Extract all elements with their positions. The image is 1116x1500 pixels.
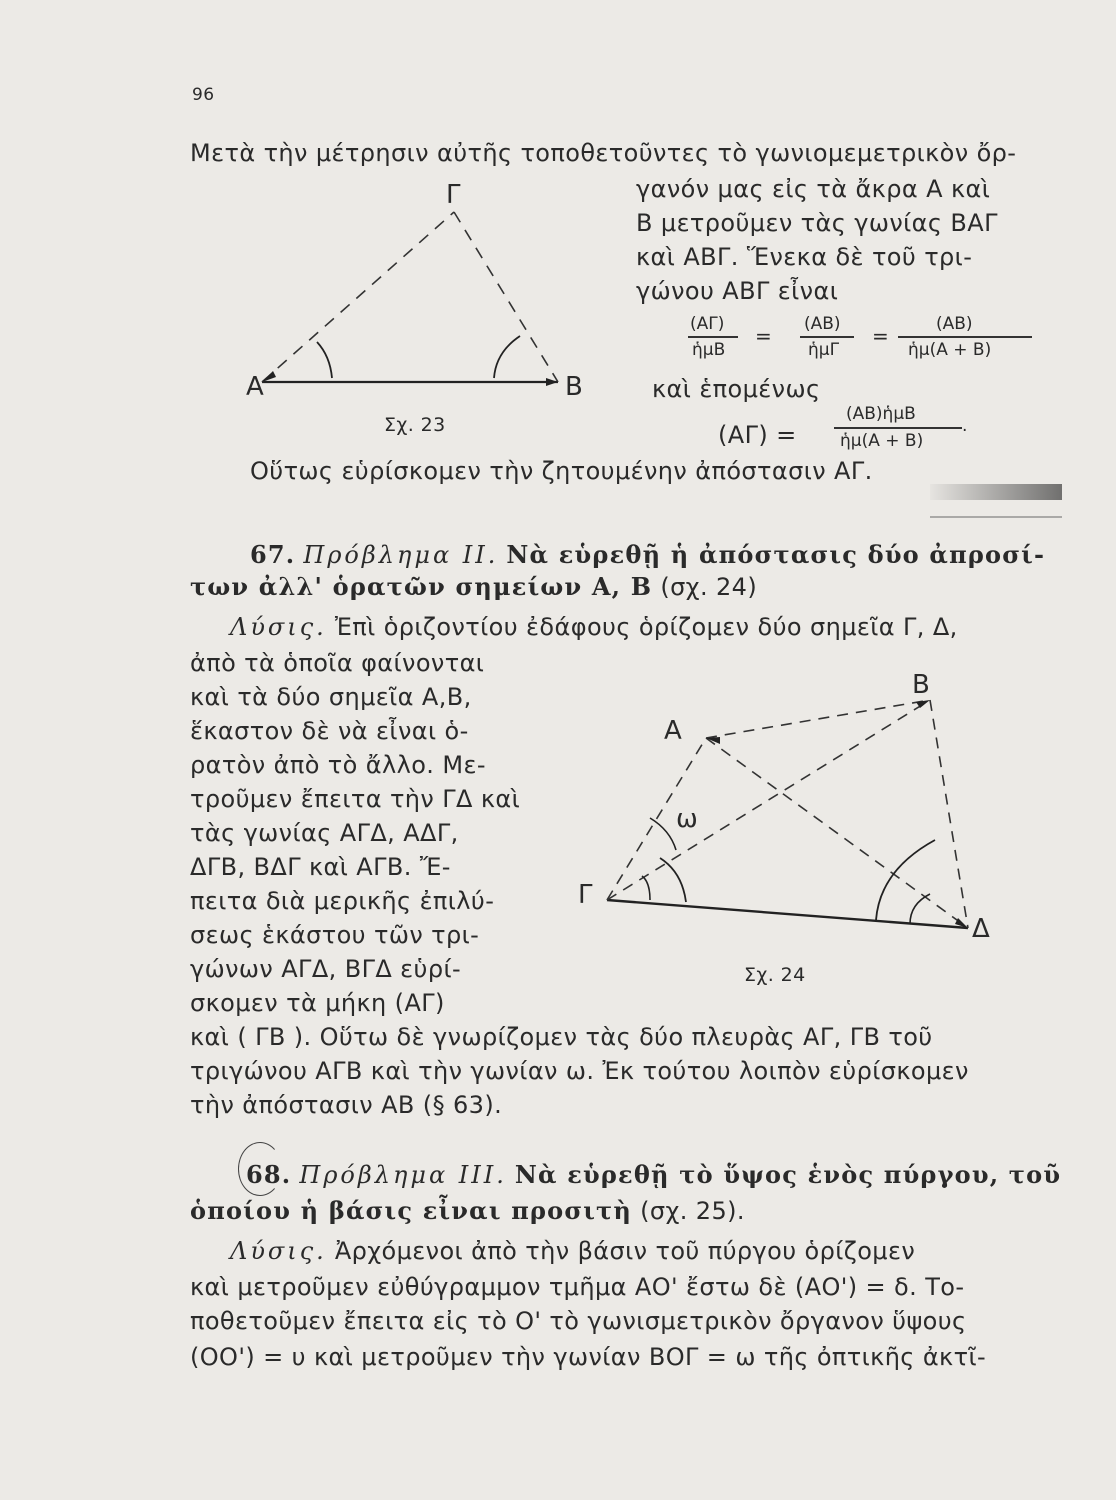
formula1-den3: ἡμ(Α + Β) — [908, 340, 992, 360]
solution67-line-8: ΔΓΒ, ΒΔΓ καὶ ΑΓΒ. Ἔ- — [190, 853, 451, 881]
fig23-label-b: Β — [565, 372, 583, 402]
formula1-eq2: = — [872, 324, 889, 348]
solution67-line-1: Ἐπὶ ὁριζοντίου ἐδάφους ὁρίζομεν δύο σημεῖα Γ, Δ, — [334, 613, 958, 641]
conclusion-line: Οὕτως εὑρίσκομεν τὴν ζητουμένην ἀπόστασιν ΑΓ. — [250, 457, 873, 485]
solution67-line-2: ἀπὸ τὰ ὁποῖα φαίνονται — [190, 649, 485, 677]
formula2-end: . — [962, 416, 968, 436]
solution67-line-15: τὴν ἀπόστασιν ΑΒ (§ 63). — [190, 1091, 503, 1119]
solution67-line-9: πειτα διὰ μερικῆς ἐπιλύ- — [190, 887, 495, 915]
fig24-label-omega: ω — [676, 804, 698, 834]
problem67-number: 67. — [250, 540, 296, 569]
formula1-den2: ἡμΓ — [808, 340, 840, 360]
fig24-label-g: Γ — [578, 880, 593, 910]
problem68-ref: (σχ. 25). — [640, 1197, 745, 1225]
intro-line-1: Μετὰ τὴν μέτρησιν αὐτῆς τοποθετοῦντες τὸ γωνιομεμετρικὸν ὄρ- — [190, 139, 1017, 167]
problem67-title-1: Νὰ εὑρεθῇ ἡ ἀπόστασις δύο ἀπροσί- — [506, 540, 1046, 569]
fig24-label-d: Δ — [972, 914, 990, 944]
formula1-den1: ἡμΒ — [692, 340, 726, 360]
formula1-num1: (ΑΓ) — [690, 314, 725, 334]
solution68-label: Λύσις. — [230, 1237, 327, 1265]
solution68-line-2: καὶ μετροῦμεν εὐθύγραμμον τμῆμα ΑΟ' ἔστω δὲ (ΑΟ') = δ. Το- — [190, 1273, 965, 1301]
formula1-num2: (ΑΒ) — [804, 314, 841, 334]
problem68-number: 68. — [246, 1160, 292, 1189]
fig24-label-a: Α — [664, 716, 682, 746]
intro-line-2: γανόν μας εἰς τὰ ἄκρα Α καὶ — [636, 175, 991, 203]
problem67-title-2: των ἀλλ' ὁρατῶν σημείων Α, Β — [190, 572, 653, 601]
fig23-label-a: Α — [246, 372, 264, 402]
solution67-line-12: σκομεν τὰ μήκη (ΑΓ) — [190, 989, 445, 1017]
solution67-line-11: γώνων ΑΓΔ, ΒΓΔ εὑρί- — [190, 955, 462, 983]
intro-line-3: Β μετροῦμεν τὰς γωνίας ΒΑΓ — [636, 209, 998, 237]
problem67-ref: (σχ. 24) — [660, 573, 758, 601]
solution67-line-5: ρατὸν ἀπὸ τὸ ἄλλο. Με- — [190, 751, 486, 779]
and-consequently: καὶ ἑπομένως — [652, 375, 821, 403]
fig23-caption: Σχ. 23 — [384, 414, 446, 436]
formula1-num3: (ΑΒ) — [936, 314, 973, 334]
problem68-label: Πρόβλημα ΙΙΙ. — [299, 1161, 507, 1189]
problem67-label: Πρόβλημα ΙΙ. — [303, 541, 499, 569]
formula2-lhs: (ΑΓ) = — [718, 421, 797, 449]
page-number: 96 — [192, 85, 215, 105]
solution68-line-1: Ἀρχόμενοι ἀπὸ τὴν βάσιν τοῦ πύργου ὁρίζομεν — [334, 1237, 916, 1265]
formula2-num: (ΑΒ)ἡμΒ — [846, 404, 916, 424]
solution67-line-3: καὶ τὰ δύο σημεῖα Α,Β, — [190, 683, 472, 711]
intro-line-4: καὶ ΑΒΓ. Ἕνεκα δὲ τοῦ τρι- — [636, 243, 973, 271]
solution67-line-10: σεως ἑκάστου τῶν τρι- — [190, 921, 480, 949]
fig23-label-g: Γ — [446, 180, 461, 210]
solution67-label: Λύσις. — [230, 613, 327, 641]
problem68-title-2: ὁποίου ἡ βάσις εἶναι προσιτὴ — [190, 1196, 633, 1225]
solution67-line-14: τριγώνου ΑΓΒ καὶ τὴν γωνίαν ω. Ἐκ τούτου λοιπὸν εὑρίσκομεν — [190, 1057, 969, 1085]
solution67-line-6: τροῦμεν ἔπειτα τὴν ΓΔ καὶ — [190, 785, 521, 813]
solution67-line-4: ἕκαστον δὲ νὰ εἶναι ὁ- — [190, 717, 469, 745]
fig24-caption: Σχ. 24 — [744, 964, 806, 986]
solution67-line-13: καὶ ( ΓΒ ). Οὕτω δὲ γνωρίζομεν τὰς δύο πλευρὰς ΑΓ, ΓΒ τοῦ — [190, 1023, 933, 1051]
solution67-line-7: τὰς γωνίας ΑΓΔ, ΑΔΓ, — [190, 819, 459, 847]
intro-line-5: γώνου ΑΒΓ εἶναι — [636, 277, 839, 305]
solution68-line-3: ποθετοῦμεν ἔπειτα εἰς τὸ Ο' τὸ γωνισμετρικὸν ὄργανον ὕψους — [190, 1307, 967, 1335]
formula1-eq1: = — [755, 324, 772, 348]
solution68-line-4: (ΟΟ') = υ καὶ μετροῦμεν τὴν γωνίαν ΒΟΓ = ω τῆς ὀπτικῆς ἀκτῖ- — [190, 1343, 987, 1371]
fig24-label-b: Β — [912, 670, 930, 700]
problem68-title-1: Νὰ εὑρεθῇ τὸ ὕψος ἑνὸς πύργου, τοῦ — [514, 1160, 1062, 1189]
formula2-den: ἡμ(Α + Β) — [840, 431, 924, 451]
